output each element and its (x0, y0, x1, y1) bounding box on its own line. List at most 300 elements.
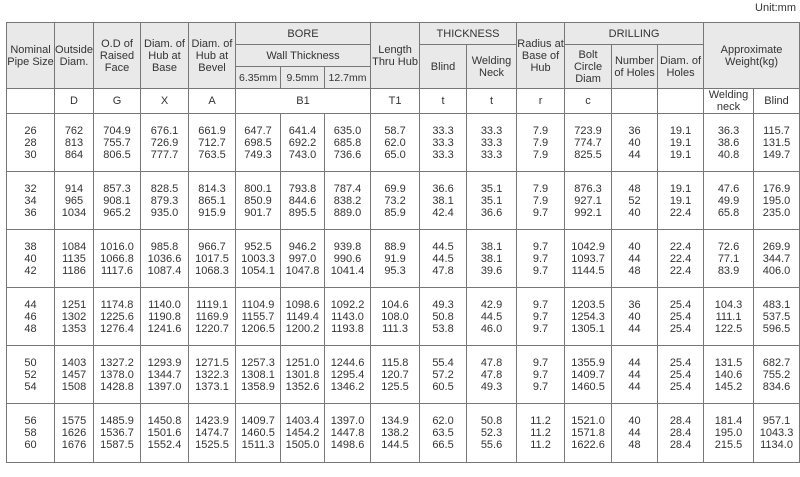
cell-A (189, 346, 236, 404)
cell-value: 50.8 (432, 310, 454, 323)
cell-value: 1511.3 (241, 439, 275, 451)
cell-value: 1169.9 (195, 310, 229, 323)
cell-value: 33.3 (480, 148, 503, 161)
cell-value: 47.8 (480, 356, 503, 369)
table-row (7, 172, 800, 230)
cell-value: 44 (628, 148, 641, 161)
cell-value: 889.0 (333, 206, 362, 219)
cell-value: 1552.4 (147, 439, 182, 451)
cell-w-blind (754, 114, 800, 172)
cell-value: 140.6 (714, 368, 743, 381)
cell-value: 483.1 (762, 298, 791, 311)
cell-holes (612, 288, 658, 346)
cell-t-blind (420, 230, 467, 288)
cell-value: 134.9 (381, 415, 409, 427)
cell-value: 698.5 (244, 136, 272, 149)
cell-value: 48 (24, 322, 37, 335)
cell-value: 34 (24, 194, 37, 207)
cell-value: 743.0 (288, 148, 317, 161)
cell-value: 1378.0 (100, 368, 134, 381)
cell-value: 7.9 (532, 124, 549, 137)
cell-value: 25.4 (669, 356, 692, 369)
cell-value: 40 (628, 136, 641, 149)
cell-value: 1271.5 (195, 356, 229, 369)
cell-value: 55.6 (480, 439, 503, 451)
cell-w-neck (704, 172, 754, 230)
cell-value: 9.7 (532, 322, 549, 335)
cell-value: 635.0 (333, 124, 362, 137)
cell-b95 (281, 346, 325, 404)
cell-value: 1346.2 (330, 380, 365, 393)
cell-value: 1344.7 (147, 368, 182, 381)
cell-value: 1454.2 (285, 427, 320, 439)
cell-value: 57.2 (432, 368, 454, 381)
cell-T1 (371, 114, 420, 172)
cell-value: 1622.6 (571, 439, 605, 451)
cell-value: 1034 (61, 206, 87, 219)
cell-value: 9.7 (532, 240, 549, 253)
cell-value: 915.9 (198, 206, 226, 219)
cell-r (517, 404, 565, 463)
cell-value: 1327.2 (100, 356, 134, 369)
cell-value: 95.3 (384, 264, 406, 277)
cell-b635 (236, 404, 281, 463)
cell-value: 1155.7 (241, 310, 275, 323)
cell-value: 850.9 (244, 194, 272, 207)
cell-t-neck (467, 230, 517, 288)
cell-D (55, 288, 94, 346)
cell-G (94, 288, 141, 346)
cell-value: 1225.6 (100, 310, 134, 323)
cell-value: 1403 (61, 356, 87, 369)
cell-value: 1498.6 (330, 439, 365, 451)
header-length-thru-hub: Length Thru Hub (371, 23, 420, 89)
cell-value: 990.6 (333, 252, 362, 265)
cell-value: 42 (24, 264, 37, 277)
cell-G (94, 114, 141, 172)
cell-value: 40 (24, 252, 37, 265)
cell-b127 (325, 404, 371, 463)
header-radius-base-hub: Radius at Base of Hub (517, 23, 565, 89)
cell-value: 774.7 (574, 136, 602, 149)
cell-G (94, 230, 141, 288)
cell-value: 25.4 (669, 380, 692, 393)
header-wt-635: 6.35mm (236, 67, 281, 89)
symbol-x: X (141, 89, 189, 114)
cell-value: 1251.0 (285, 356, 320, 369)
cell-value: 946.2 (288, 240, 317, 253)
cell-holes (612, 230, 658, 288)
header-wall-thickness: Wall Thickness (236, 45, 371, 67)
cell-value: 46 (24, 310, 37, 323)
cell-size (7, 404, 55, 463)
cell-w-neck (704, 230, 754, 288)
cell-value: 36 (628, 124, 641, 137)
cell-value: 985.8 (150, 240, 179, 253)
cell-G (94, 172, 141, 230)
cell-c (565, 346, 612, 404)
cell-A (189, 172, 236, 230)
cell-b95 (281, 288, 325, 346)
cell-value: 1409.7 (241, 415, 275, 427)
cell-T1 (371, 346, 420, 404)
cell-value: 49.3 (480, 380, 503, 393)
cell-value: 1276.4 (100, 322, 134, 335)
cell-value: 838.2 (333, 194, 362, 207)
cell-value: 1003.3 (241, 252, 275, 265)
cell-value: 1134.0 (760, 439, 793, 451)
cell-value: 28.4 (669, 427, 692, 439)
cell-value: 25.4 (669, 368, 692, 381)
cell-value: 28.4 (669, 439, 692, 451)
cell-value: 32 (24, 182, 37, 195)
cell-value: 77.1 (717, 252, 740, 265)
cell-value: 19.1 (669, 136, 692, 149)
cell-value: 1017.5 (195, 252, 229, 265)
header-thickness-welding-neck: Welding Neck (467, 45, 517, 89)
cell-value: 63.5 (432, 427, 454, 439)
cell-w-blind (754, 346, 800, 404)
cell-value: 1423.9 (195, 415, 229, 427)
cell-b635 (236, 172, 281, 230)
cell-hole-diam (658, 114, 704, 172)
cell-value: 879.3 (150, 194, 179, 207)
cell-value: 9.7 (532, 252, 549, 265)
cell-value: 49.3 (432, 298, 454, 311)
header-thickness: THICKNESS (420, 23, 517, 45)
cell-r (517, 230, 565, 288)
cell-r (517, 114, 565, 172)
cell-value: 1450.8 (147, 415, 182, 427)
cell-value: 36 (628, 298, 641, 311)
cell-value: 1353 (61, 322, 87, 335)
cell-value: 1575 (61, 415, 87, 427)
cell-value: 762 (64, 124, 84, 137)
symbol-blank-hole-diam (658, 89, 704, 114)
symbol-g: G (94, 89, 141, 114)
cell-value: 1257.3 (241, 356, 275, 369)
cell-w-neck (704, 346, 754, 404)
symbol-blank (7, 89, 55, 114)
cell-value: 876.3 (574, 182, 602, 195)
cell-value: 33.3 (432, 136, 454, 149)
cell-value: 44 (628, 322, 641, 335)
cell-value: 800.1 (244, 182, 272, 195)
cell-value: 73.2 (384, 194, 406, 207)
cell-hole-diam (658, 172, 704, 230)
cell-T1 (371, 230, 420, 288)
cell-value: 36.6 (432, 182, 454, 195)
cell-value: 1144.5 (571, 264, 605, 277)
cell-value: 344.7 (762, 252, 791, 265)
cell-value: 36 (24, 206, 37, 219)
symbol-t1: T1 (371, 89, 420, 114)
cell-value: 48 (628, 264, 641, 277)
cell-value: 195.0 (714, 427, 743, 439)
cell-value: 44 (628, 368, 641, 381)
symbol-d: D (55, 89, 94, 114)
cell-t-blind (420, 172, 467, 230)
cell-b127 (325, 288, 371, 346)
cell-value: 215.5 (714, 439, 743, 451)
cell-value: 47.6 (717, 182, 740, 195)
cell-value: 176.9 (762, 182, 791, 195)
cell-size (7, 172, 55, 230)
cell-size (7, 114, 55, 172)
cell-value: 1241.6 (147, 322, 182, 335)
cell-value: 1322.3 (195, 368, 229, 381)
cell-value: 22.4 (669, 264, 692, 277)
cell-D (55, 230, 94, 288)
cell-t-blind (420, 288, 467, 346)
cell-value: 1505.0 (285, 439, 320, 451)
cell-c (565, 172, 612, 230)
cell-value: 9.7 (532, 380, 549, 393)
cell-value: 763.5 (198, 148, 226, 161)
cell-value: 50 (24, 356, 37, 369)
cell-value: 125.5 (381, 380, 409, 393)
cell-value: 755.2 (762, 368, 791, 381)
cell-t-neck (467, 404, 517, 463)
header-diam-of-holes: Diam. of Holes (658, 45, 704, 89)
cell-b635 (236, 114, 281, 172)
table-row (7, 404, 800, 463)
cell-value: 793.8 (288, 182, 317, 195)
cell-value: 46.0 (480, 322, 503, 335)
cell-w-blind (754, 288, 800, 346)
cell-value: 1474.7 (195, 427, 229, 439)
cell-A (189, 230, 236, 288)
cell-value: 44.5 (432, 240, 454, 253)
header-od-raised-face: O.D of Raised Face (94, 23, 141, 89)
cell-value: 91.9 (384, 252, 406, 265)
cell-value: 1355.9 (571, 356, 605, 369)
cell-t-blind (420, 346, 467, 404)
cell-value: 901.7 (244, 206, 272, 219)
cell-value: 48 (628, 182, 641, 195)
cell-size (7, 288, 55, 346)
cell-value: 33.3 (480, 124, 503, 137)
cell-value: 38.1 (432, 194, 454, 207)
cell-value: 834.6 (762, 380, 791, 393)
cell-hole-diam (658, 230, 704, 288)
table-row (7, 114, 800, 172)
cell-b635 (236, 230, 281, 288)
cell-value: 844.6 (288, 194, 317, 207)
cell-value: 1043.3 (759, 427, 794, 439)
cell-value: 9.7 (532, 310, 549, 323)
cell-value: 927.1 (574, 194, 602, 207)
cell-value: 864 (64, 148, 84, 161)
cell-value: 19.1 (669, 124, 692, 137)
cell-value: 1397.0 (147, 380, 182, 393)
cell-value: 1460.5 (571, 380, 605, 393)
cell-X (141, 288, 189, 346)
cell-value: 9.7 (532, 356, 549, 369)
cell-value: 104.3 (714, 298, 743, 311)
cell-value: 19.1 (669, 194, 692, 207)
table-body (7, 114, 800, 463)
cell-value: 682.7 (762, 356, 791, 369)
cell-value: 1016.0 (100, 240, 134, 253)
cell-value: 1254.3 (571, 310, 605, 323)
cell-value: 406.0 (762, 264, 791, 277)
cell-t-blind (420, 404, 467, 463)
cell-value: 195.0 (762, 194, 791, 207)
cell-value: 1200.2 (285, 322, 320, 335)
cell-T1 (371, 172, 420, 230)
cell-X (141, 114, 189, 172)
cell-value: 44.5 (480, 310, 503, 323)
cell-value: 115.7 (763, 124, 790, 137)
cell-value: 1203.5 (571, 298, 605, 311)
cell-value: 1373.1 (195, 380, 229, 393)
cell-value: 723.9 (574, 124, 602, 137)
cell-value: 1041.4 (330, 264, 365, 277)
cell-value: 1501.6 (147, 427, 182, 439)
cell-value: 48 (628, 439, 641, 451)
cell-value: 712.7 (198, 136, 226, 149)
cell-T1 (371, 404, 420, 463)
cell-value: 1186 (62, 264, 86, 277)
cell-value: 56 (24, 415, 37, 427)
symbol-b1: B1 (236, 89, 371, 114)
symbol-r: r (517, 89, 565, 114)
table-row (7, 230, 800, 288)
cell-value: 72.6 (717, 240, 740, 253)
cell-value: 47.8 (480, 368, 503, 381)
symbol-t-neck: t (467, 89, 517, 114)
cell-value: 1457 (61, 368, 87, 381)
header-nominal-pipe-size: Nominal Pipe Size (7, 23, 55, 89)
cell-value: 131.5 (762, 136, 791, 149)
cell-value: 1428.8 (100, 380, 134, 393)
cell-value: 1054.1 (241, 264, 275, 277)
cell-value: 1587.5 (100, 439, 134, 451)
cell-value: 38.1 (480, 252, 503, 265)
cell-value: 787.4 (333, 182, 362, 195)
cell-value: 965.2 (103, 206, 131, 219)
cell-b127 (325, 346, 371, 404)
cell-value: 138.2 (381, 427, 409, 439)
cell-value: 1220.7 (195, 322, 229, 335)
cell-A (189, 288, 236, 346)
cell-value: 104.6 (381, 298, 409, 311)
cell-value: 726.9 (150, 136, 179, 149)
cell-value: 9.7 (532, 206, 549, 219)
cell-value: 35.1 (480, 182, 503, 195)
cell-value: 1104.9 (241, 298, 275, 311)
cell-value: 58.7 (384, 124, 406, 137)
cell-value: 131.5 (714, 356, 743, 369)
cell-value: 1403.4 (285, 415, 320, 427)
cell-value: 11.2 (530, 439, 551, 451)
cell-value: 1135 (62, 252, 86, 265)
cell-value: 7.9 (532, 148, 549, 161)
header-weight-blind: Blind (754, 89, 800, 114)
cell-value: 66.5 (432, 439, 454, 451)
cell-value: 1206.5 (241, 322, 275, 335)
cell-value: 83.9 (717, 264, 740, 277)
cell-value: 55.4 (432, 356, 454, 369)
cell-value: 40 (628, 206, 641, 219)
cell-holes (612, 114, 658, 172)
cell-value: 54 (24, 380, 37, 393)
cell-value: 1536.7 (100, 427, 134, 439)
cell-value: 1092.2 (330, 298, 365, 311)
header-wt-127: 12.7mm (325, 67, 371, 89)
cell-value: 908.1 (103, 194, 131, 207)
cell-value: 30 (24, 148, 37, 161)
unit-label: Unit:mm (755, 2, 796, 14)
table-row (7, 288, 800, 346)
cell-value: 1293.9 (147, 356, 182, 369)
cell-r (517, 172, 565, 230)
cell-value: 144.5 (381, 439, 409, 451)
cell-value: 647.7 (244, 124, 272, 137)
cell-D (55, 404, 94, 463)
cell-value: 692.2 (288, 136, 317, 149)
cell-value: 992.1 (574, 206, 602, 219)
cell-value: 33.3 (480, 136, 503, 149)
cell-value: 1251 (61, 298, 87, 311)
cell-value: 814.3 (198, 182, 226, 195)
cell-value: 9.7 (532, 264, 549, 277)
cell-value: 1093.7 (571, 252, 605, 265)
cell-w-blind (754, 172, 800, 230)
cell-value: 965 (64, 194, 84, 207)
cell-value: 28.4 (669, 415, 692, 427)
symbol-a: A (189, 89, 236, 114)
cell-value: 115.8 (381, 356, 409, 369)
cell-value: 865.1 (198, 194, 226, 207)
cell-value: 38.6 (717, 136, 740, 149)
cell-value: 62.0 (384, 136, 406, 149)
cell-value: 641.4 (288, 124, 317, 137)
cell-X (141, 346, 189, 404)
cell-G (94, 404, 141, 463)
cell-value: 7.9 (532, 136, 549, 149)
cell-value: 47.8 (432, 264, 454, 277)
cell-value: 111.1 (715, 310, 742, 323)
cell-value: 44 (628, 380, 641, 393)
cell-value: 966.7 (198, 240, 226, 253)
cell-value: 1143.0 (331, 310, 364, 323)
cell-value: 85.9 (384, 206, 406, 219)
cell-value: 1302 (61, 310, 87, 323)
cell-value: 1068.3 (195, 264, 229, 277)
cell-value: 25.4 (669, 322, 692, 335)
cell-holes (612, 172, 658, 230)
cell-b95 (281, 404, 325, 463)
cell-value: 53.8 (432, 322, 454, 335)
cell-value: 1676 (61, 439, 87, 451)
cell-value: 50.8 (480, 415, 503, 427)
cell-value: 36.6 (480, 206, 503, 219)
cell-value: 997.0 (288, 252, 317, 265)
cell-value: 9.7 (532, 298, 549, 311)
cell-value: 65.8 (717, 206, 740, 219)
cell-value: 1409.7 (571, 368, 605, 381)
cell-value: 1140.0 (148, 298, 181, 311)
cell-value: 33.3 (432, 148, 454, 161)
cell-value: 36.3 (717, 124, 740, 137)
header-diam-hub-bevel: Diam. of Hub at Bevel (189, 23, 236, 89)
cell-value: 1149.4 (286, 310, 319, 323)
header-wt-95: 9.5mm (281, 67, 325, 89)
cell-value: 1047.8 (285, 264, 320, 277)
cell-r (517, 288, 565, 346)
